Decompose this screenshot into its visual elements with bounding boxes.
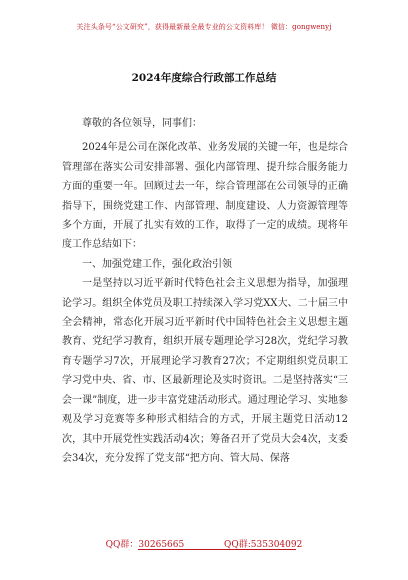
footer-qq-group-right: QQ群:535304092 — [224, 540, 303, 550]
greeting-paragraph: 尊敬的各位领导，同事们： — [82, 118, 202, 129]
section-paragraph: 一是坚持以习近平新时代特色社会主义思想为指导，加强理论学习。组织全体党员及职工持续深入学习党XX大、二十届三中全会精神，常态化开展习近平新时代中国特色社会主义思想主题教育、党纪学习教育，组织开展专题理论学习28次，党纪学习教育专题学习7次，开展理论学习教育27次；不定期组织党员职工学习党中央、省、市、区最新理论及实时资讯。二是坚持落实“三会一课”制度，进一步丰富党建活动形式。通过理论学习、实地参观及学习竞赛等多种形式相结合的方式，开展主题党日活动12次，其中开展党性实践活动4次；筹备召开了党员大会4次，支委会34次，充分发挥了党支部“把方向、管大局、保落 — [62, 278, 348, 464]
footer-qq-group-left: QQ群：30265665 — [105, 540, 185, 550]
section-heading: 一、加强党建工作，强化政治引领 — [82, 258, 232, 270]
footer-underline — [138, 549, 296, 550]
document-title: 2024年度综合行政部工作总结 — [131, 72, 277, 84]
document-body — [62, 114, 348, 468]
intro-paragraph: 2024年是公司在深化改革、业务发展的关键一年，也是综合管理部在落实公司安排部署、强化内部管理、提升综合服务能力方面的重要一年。回顾过去一年，综合管理部在公司领导的正确指导下，围绕党建工作、内部管理、制度建设、人力资源管理等多个方面，开展了扎实有效的工作，取得了一定的成绩。现将年度工作总结如下： — [62, 142, 348, 251]
header-promo-note: 关注头条号“公文研究”，获得最新最全最专业的公文资料库！ 微信：gongwenyj — [76, 23, 332, 31]
